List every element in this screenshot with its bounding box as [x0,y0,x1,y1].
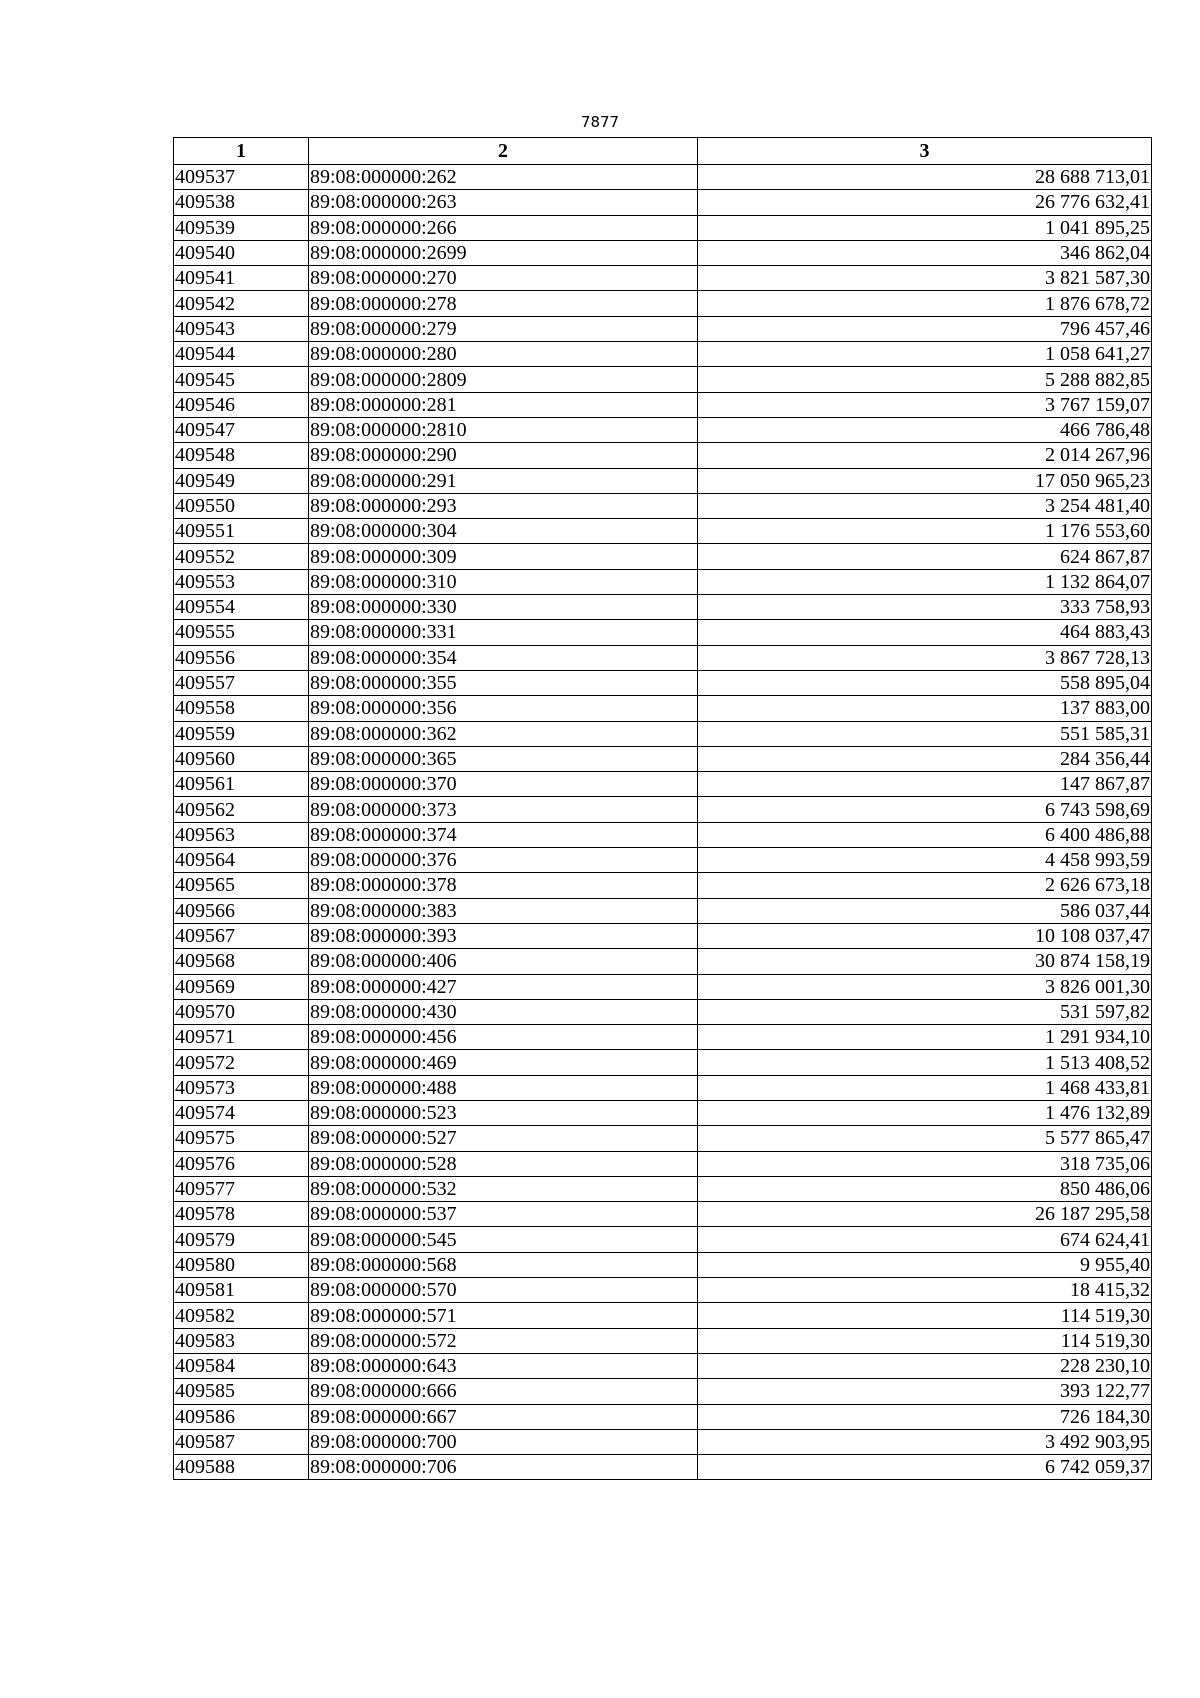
value-cell: 3 821 587,30 [698,266,1152,291]
cadastral-number-cell: 89:08:000000:643 [309,1353,698,1378]
cadastral-number-cell: 89:08:000000:279 [309,316,698,341]
value-cell: 26 776 632,41 [698,190,1152,215]
row-id-cell: 409545 [174,367,309,392]
table-row [174,1278,1152,1303]
table-row [174,595,1152,620]
column-header-2: 2 [309,138,698,165]
table-row [174,620,1152,645]
cadastral-number-cell: 89:08:000000:488 [309,1075,698,1100]
table-row [174,1328,1152,1353]
value-cell: 114 519,30 [698,1303,1152,1328]
value-cell: 18 415,32 [698,1278,1152,1303]
value-cell: 3 254 481,40 [698,493,1152,518]
table-row [174,417,1152,442]
row-id-cell: 409563 [174,822,309,847]
table-row [174,468,1152,493]
value-cell: 3 826 001,30 [698,974,1152,999]
cadastral-number-cell: 89:08:000000:383 [309,898,698,923]
value-cell: 586 037,44 [698,898,1152,923]
value-cell: 9 955,40 [698,1252,1152,1277]
value-cell: 1 513 408,52 [698,1050,1152,1075]
table-row [174,1151,1152,1176]
row-id-cell: 409577 [174,1176,309,1201]
row-id-cell: 409586 [174,1404,309,1429]
value-cell: 346 862,04 [698,240,1152,265]
cadastral-number-cell: 89:08:000000:528 [309,1151,698,1176]
table-row [174,696,1152,721]
value-cell: 393 122,77 [698,1379,1152,1404]
cadastral-number-cell: 89:08:000000:354 [309,645,698,670]
table-row [174,291,1152,316]
value-cell: 114 519,30 [698,1328,1152,1353]
row-id-cell: 409547 [174,417,309,442]
value-cell: 558 895,04 [698,670,1152,695]
value-cell: 137 883,00 [698,696,1152,721]
row-id-cell: 409580 [174,1252,309,1277]
table-row [174,1379,1152,1404]
row-id-cell: 409561 [174,772,309,797]
cadastral-number-cell: 89:08:000000:527 [309,1126,698,1151]
row-id-cell: 409560 [174,746,309,771]
cadastral-number-cell: 89:08:000000:373 [309,797,698,822]
table-row [174,999,1152,1024]
cadastral-number-cell: 89:08:000000:523 [309,1100,698,1125]
row-id-cell: 409550 [174,493,309,518]
row-id-cell: 409556 [174,645,309,670]
value-cell: 6 743 598,69 [698,797,1152,822]
row-id-cell: 409558 [174,696,309,721]
value-cell: 6 742 059,37 [698,1455,1152,1480]
row-id-cell: 409552 [174,544,309,569]
cadastral-number-cell: 89:08:000000:706 [309,1455,698,1480]
cadastral-number-cell: 89:08:000000:2699 [309,240,698,265]
table-row [174,367,1152,392]
table-row [174,822,1152,847]
value-cell: 1 176 553,60 [698,519,1152,544]
cadastral-number-cell: 89:08:000000:2809 [309,367,698,392]
cadastral-number-cell: 89:08:000000:330 [309,595,698,620]
cadastral-number-cell: 89:08:000000:293 [309,493,698,518]
cadastral-number-cell: 89:08:000000:568 [309,1252,698,1277]
value-cell: 1 041 895,25 [698,215,1152,240]
value-cell: 2 014 267,96 [698,443,1152,468]
row-id-cell: 409578 [174,1202,309,1227]
cadastral-number-cell: 89:08:000000:469 [309,1050,698,1075]
cadastral-number-cell: 89:08:000000:532 [309,1176,698,1201]
cadastral-number-cell: 89:08:000000:362 [309,721,698,746]
table-row [174,1126,1152,1151]
row-id-cell: 409584 [174,1353,309,1378]
cadastral-number-cell: 89:08:000000:393 [309,923,698,948]
cadastral-number-cell: 89:08:000000:545 [309,1227,698,1252]
cadastral-number-cell: 89:08:000000:290 [309,443,698,468]
value-cell: 464 883,43 [698,620,1152,645]
row-id-cell: 409542 [174,291,309,316]
value-cell: 3 767 159,07 [698,392,1152,417]
cadastral-number-cell: 89:08:000000:278 [309,291,698,316]
row-id-cell: 409537 [174,165,309,190]
table-row [174,1050,1152,1075]
row-id-cell: 409567 [174,923,309,948]
row-id-cell: 409582 [174,1303,309,1328]
table-row [174,1176,1152,1201]
row-id-cell: 409551 [174,519,309,544]
value-cell: 10 108 037,47 [698,923,1152,948]
value-cell: 1 132 864,07 [698,569,1152,594]
table-row [174,670,1152,695]
row-id-cell: 409541 [174,266,309,291]
cadastral-number-cell: 89:08:000000:537 [309,1202,698,1227]
row-id-cell: 409543 [174,316,309,341]
row-id-cell: 409573 [174,1075,309,1100]
table-row [174,1227,1152,1252]
row-id-cell: 409576 [174,1151,309,1176]
table-row [174,165,1152,190]
table-row [174,645,1152,670]
cadastral-number-cell: 89:08:000000:570 [309,1278,698,1303]
row-id-cell: 409565 [174,873,309,898]
cadastral-number-cell: 89:08:000000:365 [309,746,698,771]
row-id-cell: 409579 [174,1227,309,1252]
value-cell: 850 486,06 [698,1176,1152,1201]
row-id-cell: 409538 [174,190,309,215]
table-row [174,1100,1152,1125]
table-row [174,342,1152,367]
cadastral-number-cell: 89:08:000000:270 [309,266,698,291]
row-id-cell: 409557 [174,670,309,695]
table-row [174,1252,1152,1277]
row-id-cell: 409572 [174,1050,309,1075]
row-id-cell: 409569 [174,974,309,999]
page-number: 7877 [580,113,620,131]
value-cell: 28 688 713,01 [698,165,1152,190]
cadastral-number-cell: 89:08:000000:427 [309,974,698,999]
cadastral-number-cell: 89:08:000000:572 [309,1328,698,1353]
table-row [174,1455,1152,1480]
value-cell: 1 876 678,72 [698,291,1152,316]
value-cell: 1 476 132,89 [698,1100,1152,1125]
table-row [174,443,1152,468]
cadastral-number-cell: 89:08:000000:263 [309,190,698,215]
cadastral-number-cell: 89:08:000000:430 [309,999,698,1024]
cadastral-number-cell: 89:08:000000:266 [309,215,698,240]
table-row [174,215,1152,240]
row-id-cell: 409539 [174,215,309,240]
table-row [174,266,1152,291]
value-cell: 3 867 728,13 [698,645,1152,670]
cadastral-number-cell: 89:08:000000:304 [309,519,698,544]
row-id-cell: 409566 [174,898,309,923]
table-header-row [174,138,1152,165]
row-id-cell: 409553 [174,569,309,594]
table-row [174,974,1152,999]
row-id-cell: 409564 [174,848,309,873]
value-cell: 2 626 673,18 [698,873,1152,898]
table-row [174,316,1152,341]
row-id-cell: 409549 [174,468,309,493]
value-cell: 624 867,87 [698,544,1152,569]
cadastral-number-cell: 89:08:000000:370 [309,772,698,797]
cadastral-number-cell: 89:08:000000:355 [309,670,698,695]
table-row [174,1075,1152,1100]
table-row [174,190,1152,215]
cadastral-number-cell: 89:08:000000:406 [309,949,698,974]
value-cell: 1 468 433,81 [698,1075,1152,1100]
row-id-cell: 409581 [174,1278,309,1303]
cadastral-number-cell: 89:08:000000:262 [309,165,698,190]
row-id-cell: 409568 [174,949,309,974]
table-row [174,848,1152,873]
cadastral-number-cell: 89:08:000000:2810 [309,417,698,442]
cadastral-number-cell: 89:08:000000:281 [309,392,698,417]
value-cell: 3 492 903,95 [698,1429,1152,1454]
table-row [174,493,1152,518]
table-row [174,1353,1152,1378]
row-id-cell: 409575 [174,1126,309,1151]
row-id-cell: 409559 [174,721,309,746]
cadastral-number-cell: 89:08:000000:356 [309,696,698,721]
table-row [174,1404,1152,1429]
value-cell: 333 758,93 [698,595,1152,620]
cadastral-number-cell: 89:08:000000:310 [309,569,698,594]
value-cell: 551 585,31 [698,721,1152,746]
row-id-cell: 409548 [174,443,309,468]
value-cell: 6 400 486,88 [698,822,1152,847]
table-row [174,1025,1152,1050]
table-row [174,746,1152,771]
column-header-1: 1 [174,138,309,165]
cadastral-number-cell: 89:08:000000:571 [309,1303,698,1328]
value-cell: 284 356,44 [698,746,1152,771]
value-cell: 5 288 882,85 [698,367,1152,392]
table-row [174,797,1152,822]
column-header-3: 3 [698,138,1152,165]
row-id-cell: 409574 [174,1100,309,1125]
value-cell: 726 184,30 [698,1404,1152,1429]
value-cell: 1 291 934,10 [698,1025,1152,1050]
value-cell: 228 230,10 [698,1353,1152,1378]
table-row [174,721,1152,746]
cadastral-number-cell: 89:08:000000:456 [309,1025,698,1050]
value-cell: 796 457,46 [698,316,1152,341]
value-cell: 147 867,87 [698,772,1152,797]
value-cell: 30 874 158,19 [698,949,1152,974]
table-row [174,1303,1152,1328]
value-cell: 466 786,48 [698,417,1152,442]
table-row [174,569,1152,594]
cadastral-table [173,137,1152,1480]
value-cell: 674 624,41 [698,1227,1152,1252]
cadastral-number-cell: 89:08:000000:667 [309,1404,698,1429]
table-row [174,772,1152,797]
cadastral-number-cell: 89:08:000000:309 [309,544,698,569]
value-cell: 4 458 993,59 [698,848,1152,873]
table-row [174,949,1152,974]
row-id-cell: 409540 [174,240,309,265]
row-id-cell: 409583 [174,1328,309,1353]
row-id-cell: 409571 [174,1025,309,1050]
cadastral-number-cell: 89:08:000000:700 [309,1429,698,1454]
table-body [174,165,1152,1480]
table-row [174,544,1152,569]
value-cell: 5 577 865,47 [698,1126,1152,1151]
row-id-cell: 409546 [174,392,309,417]
value-cell: 1 058 641,27 [698,342,1152,367]
row-id-cell: 409570 [174,999,309,1024]
row-id-cell: 409585 [174,1379,309,1404]
cadastral-number-cell: 89:08:000000:280 [309,342,698,367]
row-id-cell: 409588 [174,1455,309,1480]
row-id-cell: 409562 [174,797,309,822]
value-cell: 531 597,82 [698,999,1152,1024]
table-row [174,898,1152,923]
table-row [174,1429,1152,1454]
value-cell: 318 735,06 [698,1151,1152,1176]
cadastral-number-cell: 89:08:000000:376 [309,848,698,873]
cadastral-number-cell: 89:08:000000:331 [309,620,698,645]
cadastral-number-cell: 89:08:000000:291 [309,468,698,493]
table-row [174,519,1152,544]
value-cell: 17 050 965,23 [698,468,1152,493]
row-id-cell: 409555 [174,620,309,645]
value-cell: 26 187 295,58 [698,1202,1152,1227]
table-row [174,240,1152,265]
table-row [174,923,1152,948]
row-id-cell: 409587 [174,1429,309,1454]
cadastral-number-cell: 89:08:000000:378 [309,873,698,898]
cadastral-number-cell: 89:08:000000:666 [309,1379,698,1404]
table-row [174,1202,1152,1227]
table-row [174,873,1152,898]
cadastral-number-cell: 89:08:000000:374 [309,822,698,847]
table-row [174,392,1152,417]
row-id-cell: 409544 [174,342,309,367]
row-id-cell: 409554 [174,595,309,620]
